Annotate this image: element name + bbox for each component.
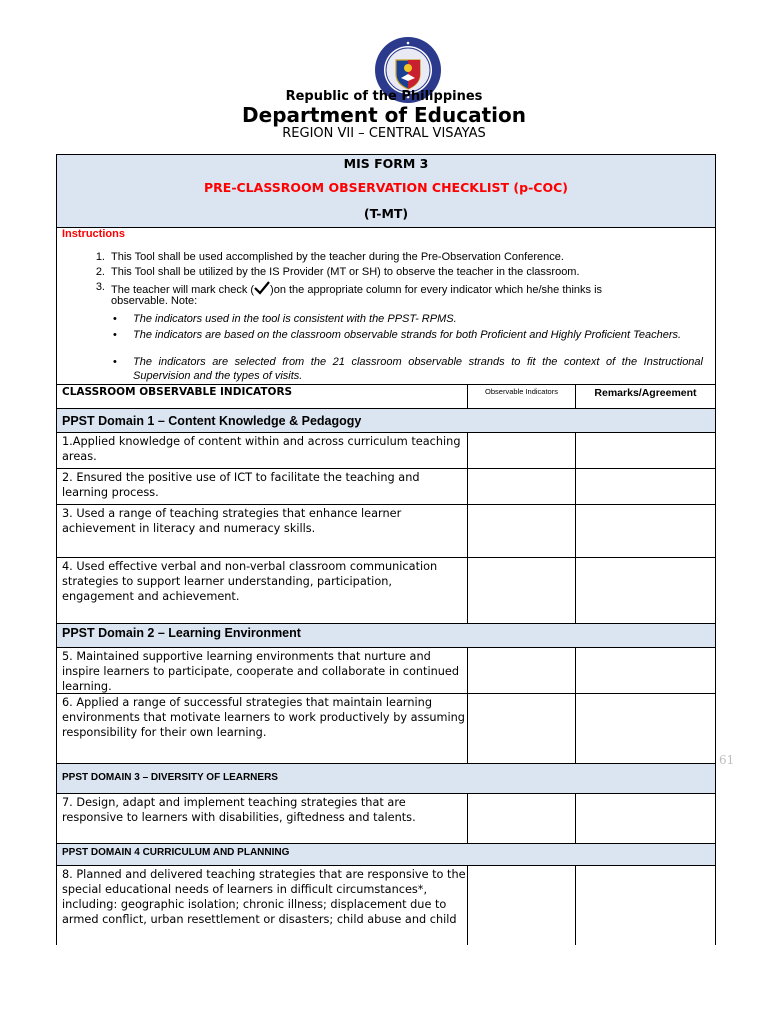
form-subtitle: (T-MT): [363, 206, 409, 221]
note-bullet: • The indicators are based on the classroom observable strands for both Proficient and Highly Proficient Teachers.: [133, 328, 703, 342]
observable-checkbox-cell[interactable]: [468, 694, 576, 763]
indicator-text: 2. Ensured the positive use of ICT to facilitate the teaching and learning process.: [57, 469, 468, 504]
republic-heading: Republic of the Philippines: [285, 89, 483, 104]
table-header-row: [57, 384, 715, 408]
domain-row: [57, 408, 715, 432]
indicator-text: 1.Applied knowledge of content within and across curriculum teaching areas.: [57, 433, 468, 468]
indicator-text: 4. Used effective verbal and non-verbal classroom communication strategies to support learner understanding, participation, engagement and achievement.: [57, 558, 468, 623]
note-bullet: • The indicators are selected from the 21 classroom observable strands to fit the context of the Instructional Supervision and the types of visits.: [133, 355, 703, 383]
department-heading: Department of Education: [242, 103, 526, 127]
form-frame: [56, 154, 716, 945]
observable-checkbox-cell[interactable]: [468, 866, 576, 945]
observable-checkbox-cell[interactable]: [468, 648, 576, 693]
remarks-cell[interactable]: [576, 866, 715, 945]
indicator-text: 7. Design, adapt and implement teaching strategies that are responsive to learners with disabilities, giftedness and talents.: [57, 794, 468, 843]
observable-checkbox-cell[interactable]: [468, 433, 576, 468]
region-heading: REGION VII – CENTRAL VISAYAS: [282, 126, 486, 141]
observable-checkbox-cell[interactable]: [468, 558, 576, 623]
indicator-text: 8. Planned and delivered teaching strategies that are responsive to the special educational needs of learners in difficult circumstances*, including: geographic isolation; chronic illness; displacement due to armed conflict, urban resettlement or disasters; child abuse and child: [57, 866, 468, 945]
remarks-cell[interactable]: [576, 558, 715, 623]
form-title-box: [57, 155, 715, 228]
column-header-observable: Observable Indicators: [468, 385, 576, 408]
domain-row: [57, 763, 715, 793]
observable-checkbox-cell[interactable]: [468, 469, 576, 504]
instructions-section: Instructions 1. This Tool shall be used accomplished by the teacher during the Pre-Observation Conference. 2. This Tool shall be utilized by the IS Provider (MT or SH) to observe the teacher in the classroom. 3. The teacher will mark check ( )on the appropriate column for every indicator which he/she thinks is observable. Note: • The indicators used in the tool is consistent with the PPST- RPMS. • The indicators are based on the classroom observable strands for both Proficient and Highly Proficient Teachers. • The indicators are selected from the 21 classroom observable strands to fit the context of the Instructional Supervision and the types of visits.: [57, 228, 715, 384]
table-row: [57, 693, 715, 763]
page-number: 61: [719, 753, 735, 767]
form-title: PRE-CLASSROOM OBSERVATION CHECKLIST (p-COC): [204, 180, 568, 195]
domain-label: PPST Domain 2 – Learning Environment: [62, 626, 301, 640]
indicator-text: 5. Maintained supportive learning environments that nurture and inspire learners to participate, cooperate and collaborate in continued learning.: [57, 648, 468, 693]
table-row: [57, 432, 715, 468]
remarks-cell[interactable]: [576, 794, 715, 843]
table-row: [57, 793, 715, 843]
table-row: [57, 647, 715, 693]
column-header-remarks: Remarks/Agreement: [594, 387, 697, 399]
domain-label: PPST DOMAIN 4 CURRICULUM AND PLANNING: [62, 847, 290, 858]
remarks-cell[interactable]: [576, 469, 715, 504]
instructions-label: Instructions: [62, 228, 125, 240]
domain-label: PPST Domain 1 – Content Knowledge & Pedagogy: [62, 414, 362, 428]
remarks-cell[interactable]: [576, 694, 715, 763]
table-row: [57, 557, 715, 623]
table-row: [57, 468, 715, 504]
indicator-text: 6. Applied a range of successful strategies that maintain learning environments that motivate learners to work productively by assuming responsibility for their own learning.: [57, 694, 468, 763]
domain-row: [57, 623, 715, 647]
domain-row: [57, 843, 715, 865]
table-row: [57, 865, 715, 945]
observable-checkbox-cell[interactable]: [468, 505, 576, 557]
observable-checkbox-cell[interactable]: [468, 794, 576, 843]
column-header-indicators: CLASSROOM OBSERVABLE INDICATORS: [57, 385, 468, 408]
domain-label: PPST DOMAIN 3 – DIVERSITY OF LEARNERS: [62, 772, 278, 783]
table-row: [57, 504, 715, 557]
indicator-text: 3. Used a range of teaching strategies that enhance learner achievement in literacy and numeracy skills.: [57, 505, 468, 557]
form-code: MIS FORM 3: [343, 156, 429, 171]
remarks-cell[interactable]: [576, 433, 715, 468]
checkmark-icon: [254, 281, 270, 295]
remarks-cell[interactable]: [576, 648, 715, 693]
remarks-cell[interactable]: [576, 505, 715, 557]
note-bullet: • The indicators used in the tool is consistent with the PPST- RPMS.: [133, 312, 703, 326]
